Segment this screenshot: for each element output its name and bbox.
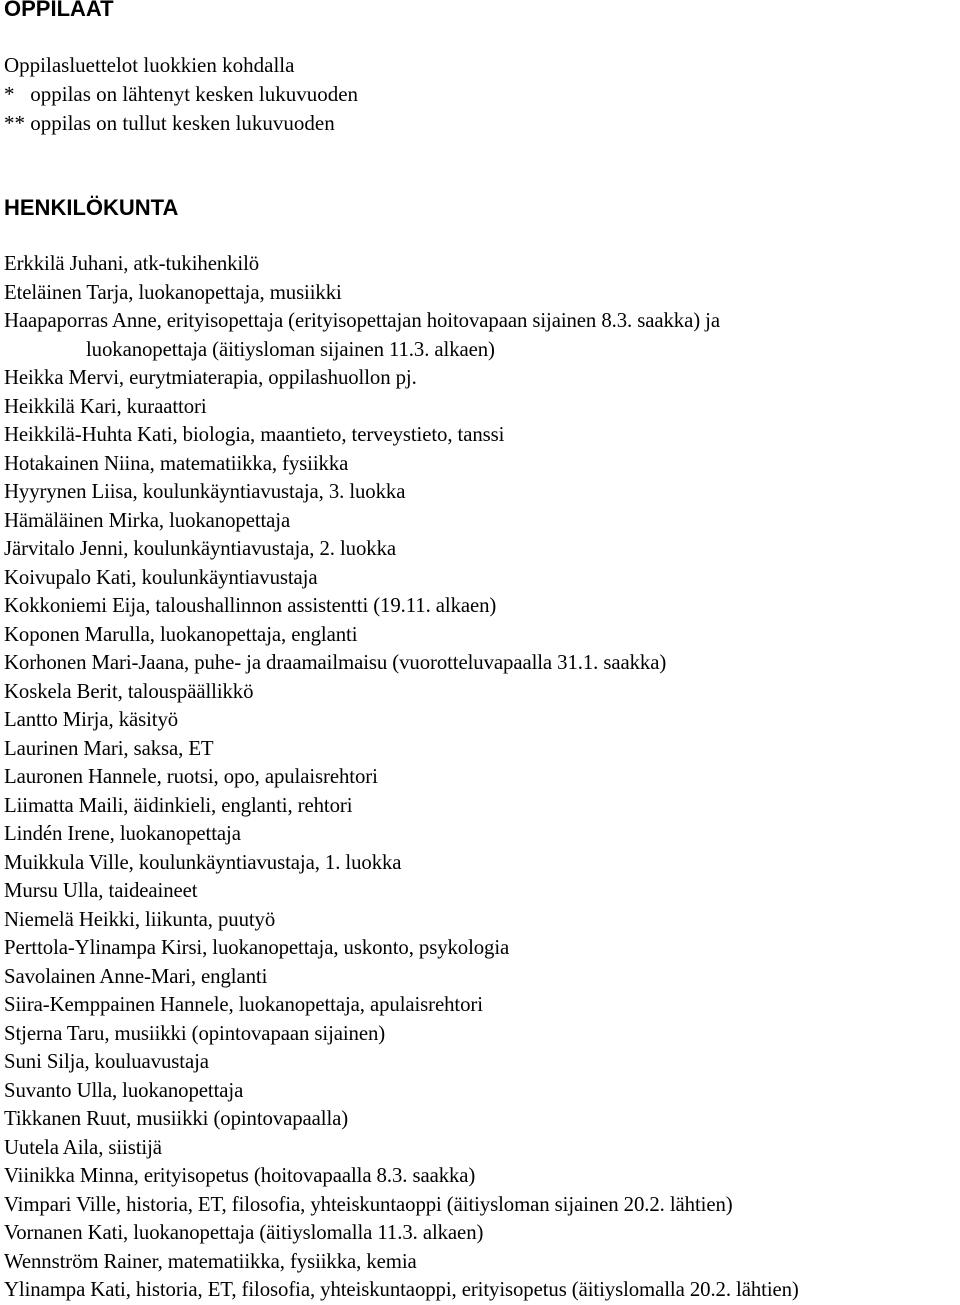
staff-entry: Laurinen Mari, saksa, ET — [4, 736, 214, 760]
staff-entry: Erkkilä Juhani, atk-tukihenkilö — [4, 252, 260, 275]
staff-entry: Uutela Aila, siistijä — [4, 1135, 162, 1159]
staff-entry: Liimatta Maili, äidinkieli, englanti, rehtori — [4, 793, 353, 817]
section-title-oppilaat: OPPILAAT — [4, 0, 114, 21]
intro-block — [4, 51, 358, 138]
staff-entry: Lauronen Hannele, ruotsi, opo, apulaisrehtori — [4, 765, 378, 788]
staff-entry: Koskela Berit, talouspäällikkö — [4, 679, 254, 703]
staff-entry: Koponen Marulla, luokanopettaja, englanti — [4, 622, 358, 646]
staff-entry-continuation: luokanopettaja (äitiysloman sijainen 11.3. alkaen) — [86, 337, 495, 361]
staff-entry: Mursu Ulla, taideaineet — [4, 879, 198, 902]
staff-entry: Hyyrynen Liisa, koulunkäyntiavustaja, 3. luokka — [4, 480, 406, 503]
staff-entry: Lindén Irene, luokanopettaja — [4, 822, 241, 845]
staff-entry: Eteläinen Tarja, luokanopettaja, musiikki — [4, 280, 342, 304]
staff-entry: Wennström Rainer, matematiikka, fysiikka, kemia — [4, 1249, 417, 1273]
staff-entry: Niemelä Heikki, liikunta, puutyö — [4, 907, 276, 931]
staff-entry: Suvanto Ulla, luokanopettaja — [4, 1078, 244, 1102]
staff-entry: Savolainen Anne-Mari, englanti — [4, 964, 268, 988]
staff-entry: Koivupalo Kati, koulunkäyntiavustaja — [4, 565, 318, 589]
staff-entry: Hotakainen Niina, matematiikka, fysiikka — [4, 451, 349, 475]
intro-line: * oppilas on lähtenyt kesken lukuvuoden — [4, 82, 359, 106]
staff-entry: Heikkilä Kari, kuraattori — [4, 394, 207, 418]
staff-entry: Tikkanen Ruut, musiikki (opintovapaalla) — [4, 1107, 349, 1130]
staff-entry: Viinikka Minna, erityisopetus (hoitovapaalla 8.3. saakka) — [4, 1164, 476, 1187]
staff-list — [4, 250, 799, 1305]
staff-entry: Haapaporras Anne, erityisopettaja (erityisopettajan hoitovapaan sijainen 8.3. saakka) ja — [4, 309, 720, 332]
staff-entry: Suni Silja, kouluavustaja — [4, 1050, 209, 1073]
intro-line: Oppilasluettelot luokkien kohdalla — [4, 53, 295, 77]
staff-entry: Vornanen Kati, luokanopettaja (äitiyslomalla 11.3. alkaen) — [4, 1221, 484, 1244]
staff-entry: Muikkula Ville, koulunkäyntiavustaja, 1. luokka — [4, 850, 402, 874]
staff-entry: Hämäläinen Mirka, luokanopettaja — [4, 508, 291, 532]
staff-entry: Kokkoniemi Eija, taloushallinnon assistentti (19.11. alkaen) — [4, 594, 497, 617]
staff-entry: Siira-Kemppainen Hannele, luokanopettaja, apulaisrehtori — [4, 993, 483, 1016]
staff-entry: Vimpari Ville, historia, ET, filosofia, yhteiskuntaoppi (äitiysloman sijainen 20.2. lähtien) — [4, 1192, 733, 1216]
staff-entry: Heikka Mervi, eurytmiaterapia, oppilashuollon pj. — [4, 366, 417, 389]
section-title-henkilokunta: HENKILÖKUNTA — [4, 195, 179, 220]
staff-entry: Ylinampa Kati, historia, ET, filosofia, yhteiskuntaoppi, erityisopetus (äitiyslomalla 20.2. lähtien) — [4, 1278, 799, 1301]
staff-entry: Heikkilä-Huhta Kati, biologia, maantieto, terveystieto, tanssi — [4, 423, 505, 446]
staff-entry: Järvitalo Jenni, koulunkäyntiavustaja, 2. luokka — [4, 537, 396, 560]
staff-entry: Lantto Mirja, käsityö — [4, 708, 179, 731]
staff-entry: Korhonen Mari-Jaana, puhe- ja draamailmaisu (vuorotteluvapaalla 31.1. saakka) — [4, 651, 667, 674]
staff-entry: Perttola-Ylinampa Kirsi, luokanopettaja, uskonto, psykologia — [4, 936, 510, 959]
staff-entry: Stjerna Taru, musiikki (opintovapaan sijainen) — [4, 1021, 386, 1045]
intro-line: ** oppilas on tullut kesken lukuvuoden — [4, 111, 335, 135]
